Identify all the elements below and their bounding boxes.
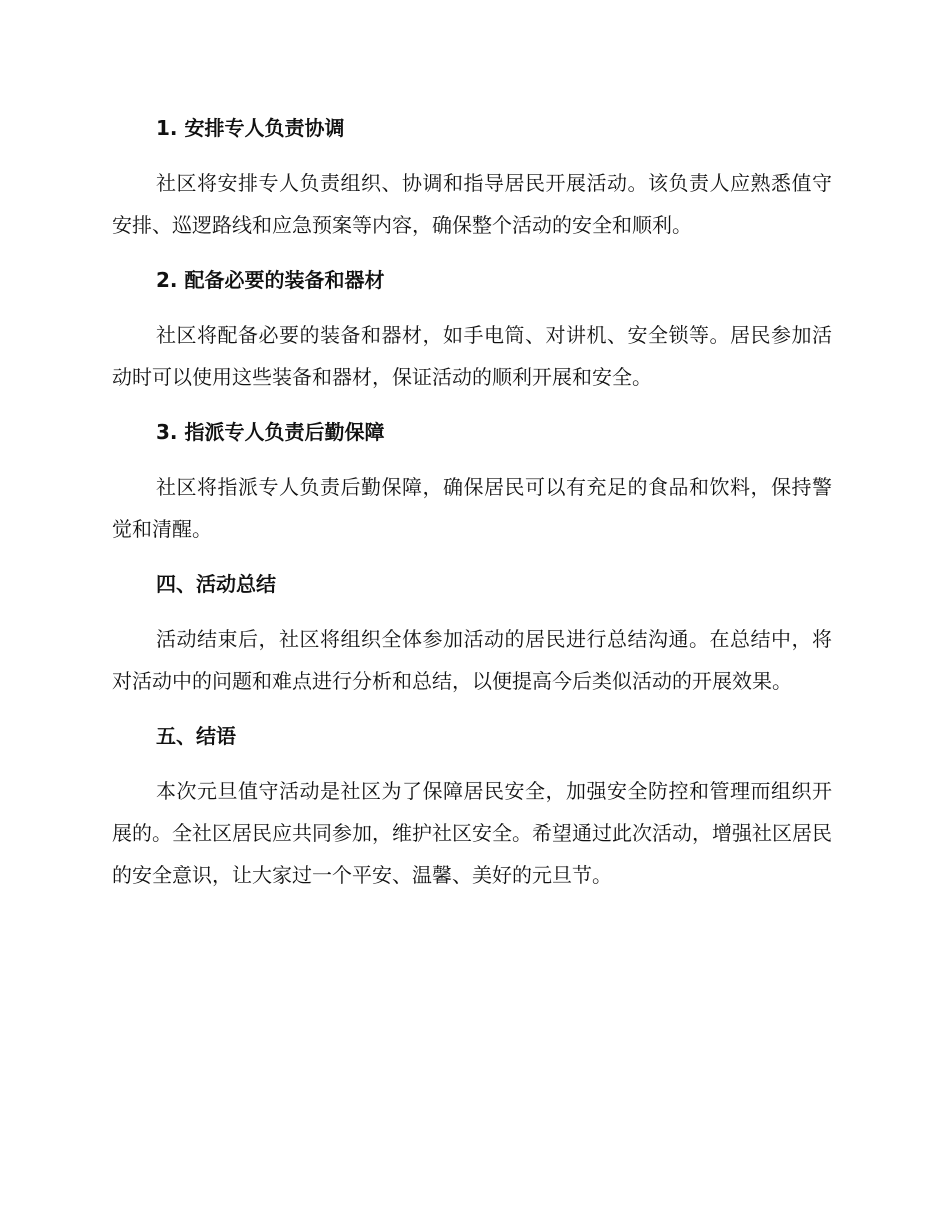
section-heading-coordinator: 1. 安排专人负责协调: [156, 116, 345, 140]
section-paragraph-equipment: 社区将配备必要的装备和器材，如手电筒、对讲机、安全锁等。居民参加活动时可以使用这些装备和器材，保证活动的顺利开展和安全。: [112, 323, 832, 389]
document-body: [112, 108, 832, 896]
section-paragraph-coordinator: 社区将安排专人负责组织、协调和指导居民开展活动。该负责人应熟悉值守安排、巡逻路线和应急预案等内容，确保整个活动的安全和顺利。: [112, 171, 832, 237]
section-heading-conclusion: 五、结语: [156, 724, 236, 748]
section-paragraph-logistics: 社区将指派专人负责后勤保障，确保居民可以有充足的食品和饮料，保持警觉和清醒。: [112, 475, 832, 541]
section-heading-summary: 四、活动总结: [156, 572, 276, 596]
section-paragraph-conclusion: 本次元旦值守活动是社区为了保障居民安全，加强安全防控和管理而组织开展的。全社区居民应共同参加，维护社区安全。希望通过此次活动，增强社区居民的安全意识，让大家过一个平安、温馨、美好的元旦节。: [112, 779, 832, 887]
section-heading-equipment: 2. 配备必要的装备和器材: [156, 268, 385, 292]
section-heading-logistics: 3. 指派专人负责后勤保障: [156, 420, 385, 444]
section-paragraph-summary: 活动结束后，社区将组织全体参加活动的居民进行总结沟通。在总结中，将对活动中的问题和难点进行分析和总结，以便提高今后类似活动的开展效果。: [112, 627, 832, 693]
